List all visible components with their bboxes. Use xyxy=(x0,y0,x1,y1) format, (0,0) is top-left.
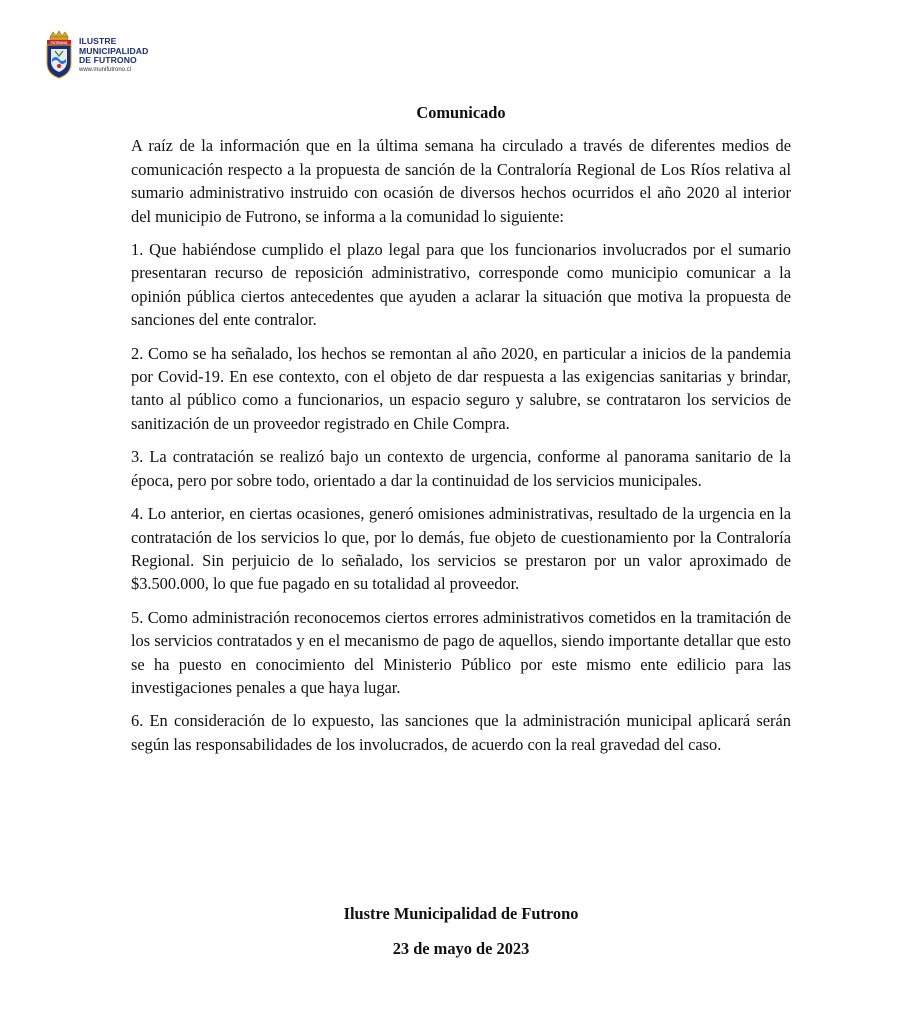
point-4-paragraph: 4. Lo anterior, en ciertas ocasiones, generó omisiones administrativas, resultado de la urgencia en la contratación de los servicios lo que, por lo demás, fue objeto de cuestionamiento por la Contraloría Regional. Sin perjuicio de lo señalado, los servicios se prestaron por un valor aproximado de $3.500.000, lo que fue pagado en su totalidad al proveedor. xyxy=(131,504,791,594)
signature: Ilustre Municipalidad de Futrono xyxy=(343,904,579,923)
point-3-paragraph: 3. La contratación se realizó bajo un contexto de urgencia, conforme al panorama sanitario de la época, pero por sobre todo, orientado a dar la continuidad de los servicios municipales. xyxy=(131,447,791,490)
document-date: 23 de mayo de 2023 xyxy=(392,939,530,958)
point-1-paragraph: 1. Que habiéndose cumplido el plazo legal para que los funcionarios involucrados por el sumario presentaran recurso de reposición administrativo, corresponde como municipio comunicar a la opinión pública ciertos antecedentes que ayuden a aclarar la situación que motiva la propuesta de sanciones del ente contralor. xyxy=(131,240,791,330)
logo-text xyxy=(79,37,148,74)
municipality-logo xyxy=(44,29,148,79)
seal-banner-text: FUTRONO xyxy=(50,41,68,45)
document-body xyxy=(131,101,791,766)
point-5-paragraph: 5. Como administración reconocemos ciertos errores administrativos cometidos en la tramitación de los servicios contratados y en el mecanismo de pago de aquellos, siendo importante detallar que esto se ha puesto en conocimiento del Ministerio Público por este mismo ente edilicio para las investigaciones penales a que haya lugar. xyxy=(131,607,791,697)
logo-line-3: DE FUTRONO xyxy=(79,55,137,65)
logo-line-1: ILUSTRE xyxy=(79,36,117,46)
document-title: Comunicado xyxy=(416,103,506,122)
logo-website: www.munifutrono.cl xyxy=(79,66,132,73)
point-6-paragraph: 6. En consideración de lo expuesto, las sanciones que la administración municipal aplicará serán según las responsabilidades de los involucrados, de acuerdo con la real gravedad del caso. xyxy=(131,711,791,754)
point-2-paragraph: 2. Como se ha señalado, los hechos se remontan al año 2020, en particular a inicios de la pandemia por Covid-19. En ese contexto, con el objeto de dar respuesta a las exigencias sanitarias y brindar, tanto al público como a funcionarios, un espacio seguro y salubre, se contrataron los servicios de sanitización de un proveedor registrado en Chile Compra. xyxy=(131,343,791,433)
coat-of-arms-icon xyxy=(44,29,74,79)
intro-paragraph: A raíz de la información que en la última semana ha circulado a través de diferentes medios de comunicación respecto a la propuesta de sanción de la Contraloría Regional de Los Ríos relativa al sumario administrativo instruido con ocasión de diversos hechos ocurridos el año 2020 al interior del municipio de Futrono, se informa a la comunidad lo siguiente: xyxy=(131,136,791,226)
logo-line-2: MUNICIPALIDAD xyxy=(79,45,149,56)
